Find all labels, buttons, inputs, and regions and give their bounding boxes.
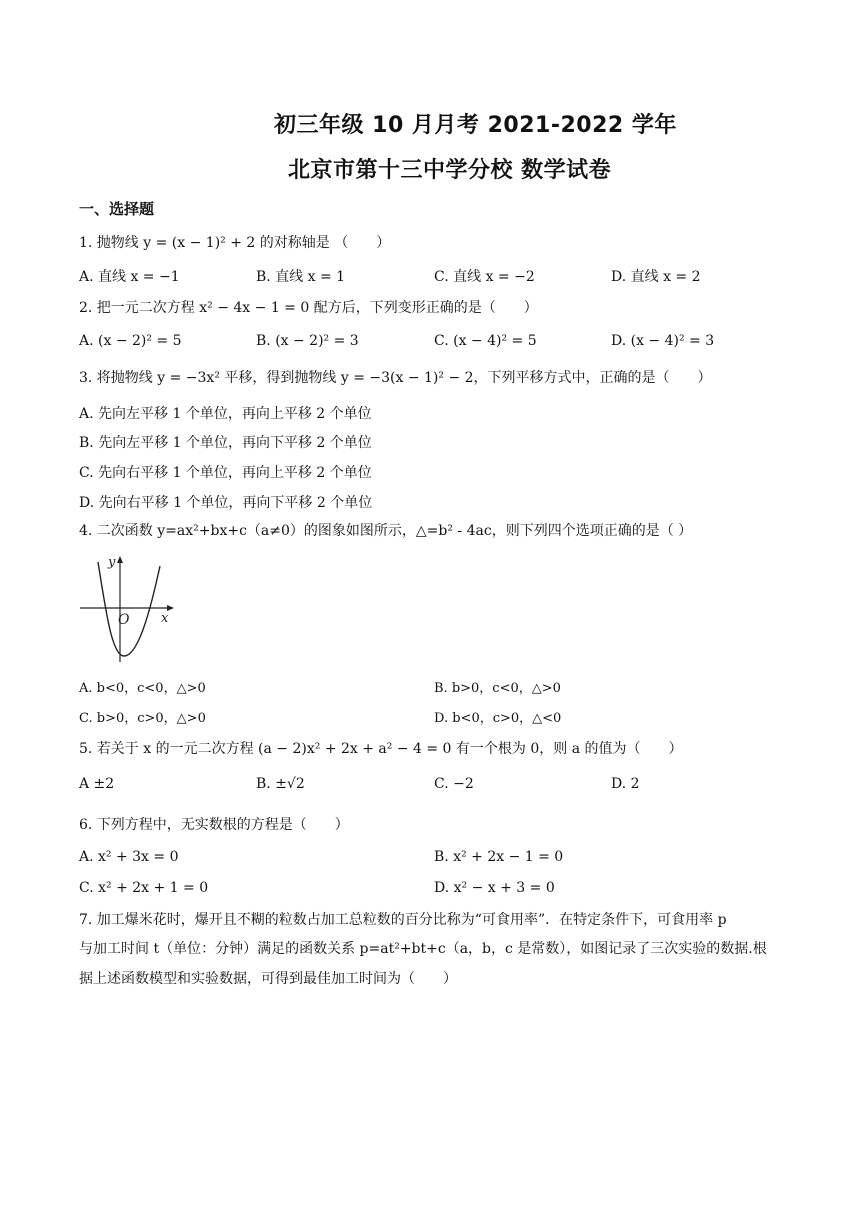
q6-option-b: B. x² + 2x − 1 = 0 <box>434 849 564 865</box>
graph-y-label: y <box>108 555 116 570</box>
parabola-curve <box>98 562 160 656</box>
q6-option-c: C. x² + 2x + 1 = 0 <box>79 880 209 896</box>
q3-option-d: D. 先向右平移 1 个单位，再向下平移 2 个单位 <box>79 495 373 511</box>
question-3-stem: 3. 将抛物线 y = −3x² 平移，得到抛物线 y = −3(x − 1)² − 2，下列平移方式中，正确的是（ ） <box>79 370 712 386</box>
exam-title-line2: 北京市第十三中学分校 数学试卷 <box>288 158 612 183</box>
q2-option-c: C. (x − 4)² = 5 <box>434 333 537 349</box>
parabola-graph <box>78 552 176 664</box>
q3-option-b: B. 先向左平移 1 个单位，再向下平移 2 个单位 <box>79 435 372 451</box>
q1-option-a: A. 直线 x = −1 <box>79 269 180 285</box>
question-7-line3: 据上述函数模型和实验数据，可得到最佳加工时间为（ ） <box>79 971 457 987</box>
section-title: 一、选择题 <box>79 200 155 218</box>
q6-option-d: D. x² − x + 3 = 0 <box>434 880 555 896</box>
q3-option-a: A. 先向左平移 1 个单位，再向上平移 2 个单位 <box>79 406 372 422</box>
question-7-line1: 7. 加工爆米花时，爆开且不糊的粒数占加工总粒数的百分比称为“可食用率”．在特定条件下，可食用率 p <box>79 912 727 928</box>
q2-option-a: A. (x − 2)² = 5 <box>79 333 182 349</box>
q5-option-a: A ±2 <box>79 776 115 792</box>
q1-option-b: B. 直线 x = 1 <box>256 269 346 285</box>
graph-x-label: x <box>161 611 169 626</box>
q5-option-d: D. 2 <box>611 776 640 792</box>
q3-option-c: C. 先向右平移 1 个单位，再向上平移 2 个单位 <box>79 465 372 481</box>
q2-option-b: B. (x − 2)² = 3 <box>256 333 359 349</box>
q4-option-a: A. b<0，c<0，△>0 <box>79 681 206 696</box>
q4-option-c: C. b>0，c>0，△>0 <box>79 711 206 726</box>
question-4-stem: 4. 二次函数 y=ax²+bx+c（a≠0）的图象如图所示，△=b² - 4ac，则下列四个选项正确的是（ ） <box>79 523 693 539</box>
q6-option-a: A. x² + 3x = 0 <box>79 849 179 865</box>
q1-option-c: C. 直线 x = −2 <box>434 269 535 285</box>
q4-option-b: B. b>0，c<0，△>0 <box>434 681 561 696</box>
q4-option-d: D. b<0，c>0，△<0 <box>434 711 562 726</box>
graph-origin-label: O <box>118 612 130 628</box>
q1-option-d: D. 直线 x = 2 <box>611 269 701 285</box>
q5-option-c: C. −2 <box>434 776 474 792</box>
question-1-stem: 1. 抛物线 y = (x − 1)² + 2 的对称轴是 （ ） <box>79 235 391 251</box>
exam-title-line1: 初三年级 10 月月考 2021-2022 学年 <box>274 113 677 138</box>
question-6-stem: 6. 下列方程中，无实数根的方程是（ ） <box>79 817 349 833</box>
question-7-line2: 与加工时间 t（单位：分钟）满足的函数关系 p=at²+bt+c（a，b，c 是常数），如图记录了三次实验的数据.根 <box>79 941 767 957</box>
question-5-stem: 5. 若关于 x 的一元二次方程 (a − 2)x² + 2x + a² − 4 = 0 有一个根为 0，则 a 的值为（ ） <box>79 741 683 757</box>
question-2-stem: 2. 把一元二次方程 x² − 4x − 1 = 0 配方后，下列变形正确的是（ ） <box>79 300 538 316</box>
q5-option-b: B. ±√2 <box>256 776 305 792</box>
q2-option-d: D. (x − 4)² = 3 <box>611 333 715 349</box>
y-axis-arrow <box>117 556 123 563</box>
